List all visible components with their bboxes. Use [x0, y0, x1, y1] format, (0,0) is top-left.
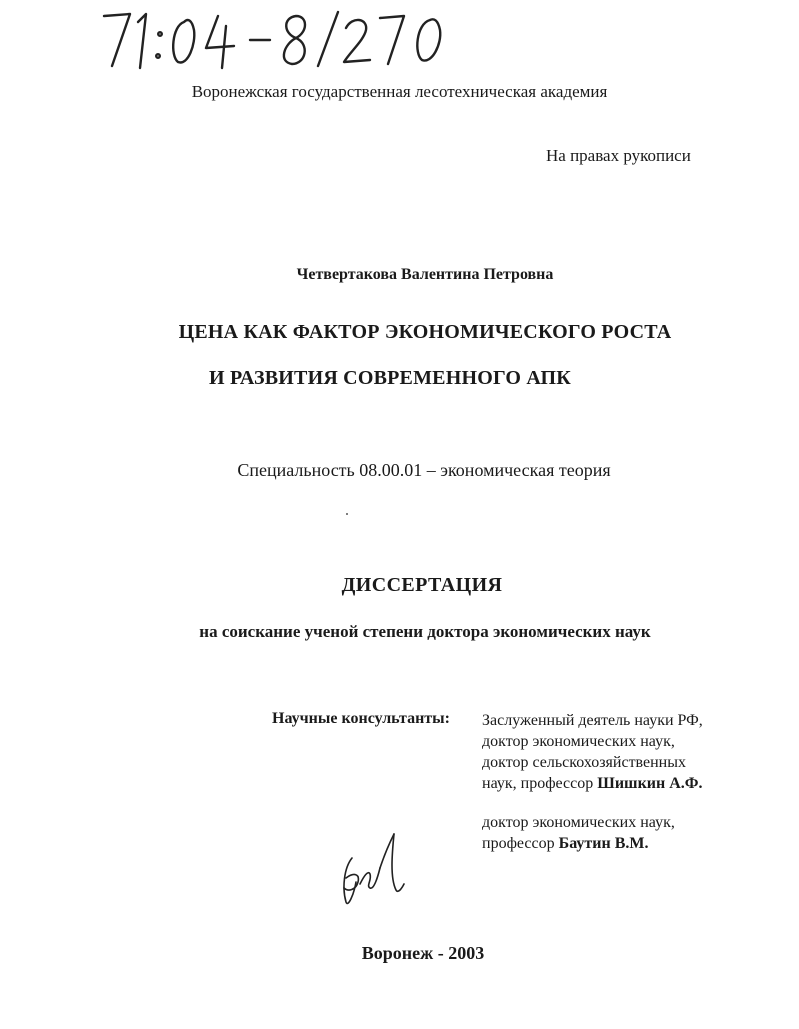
- author-name: Четвертакова Валентина Петровна: [296, 266, 554, 283]
- dissertation-title-line-1: ЦЕНА КАК ФАКТОР ЭКОНОМИЧЕСКОГО РОСТА: [178, 321, 672, 343]
- specialty: Специальность 08.00.01 – экономическая теория: [237, 460, 611, 480]
- document-type: ДИССЕРТАЦИЯ: [341, 574, 503, 596]
- consultant-second-line-2: [482, 833, 675, 854]
- consultant-first-title: наук, профессор: [482, 775, 598, 792]
- consultant-first-line-3: доктор сельскохозяйственных: [482, 754, 686, 771]
- degree-statement: на соискание ученой степени доктора экономических наук: [199, 622, 651, 641]
- rights-note: На правах рукописи: [546, 146, 691, 165]
- consultant-first-line-1: Заслуженный деятель науки РФ,: [482, 712, 703, 729]
- consultant-first-line-4: [482, 773, 703, 794]
- consultants-label: Научные консультанты:: [272, 710, 450, 727]
- consultant-second-title: профессор: [482, 835, 559, 852]
- consultant-second: [482, 812, 675, 854]
- scan-speck: [346, 513, 348, 515]
- dissertation-title-line-2: И РАЗВИТИЯ СОВРЕМЕННОГО АПК: [209, 367, 571, 389]
- place-and-year: Воронеж - 2003: [361, 943, 485, 963]
- consultant-second-line-1: доктор экономических наук,: [482, 814, 675, 831]
- consultant-second-name: Баутин В.М.: [558, 835, 649, 852]
- consultant-first: [482, 710, 703, 794]
- institution-name: Воронежская государственная лесотехническая академия: [191, 82, 608, 101]
- handwritten-signature: [330, 828, 410, 910]
- consultant-first-line-2: доктор экономических наук,: [482, 733, 675, 750]
- handwritten-archive-code: [100, 4, 460, 74]
- consultant-first-name: Шишкин А.Ф.: [597, 775, 703, 792]
